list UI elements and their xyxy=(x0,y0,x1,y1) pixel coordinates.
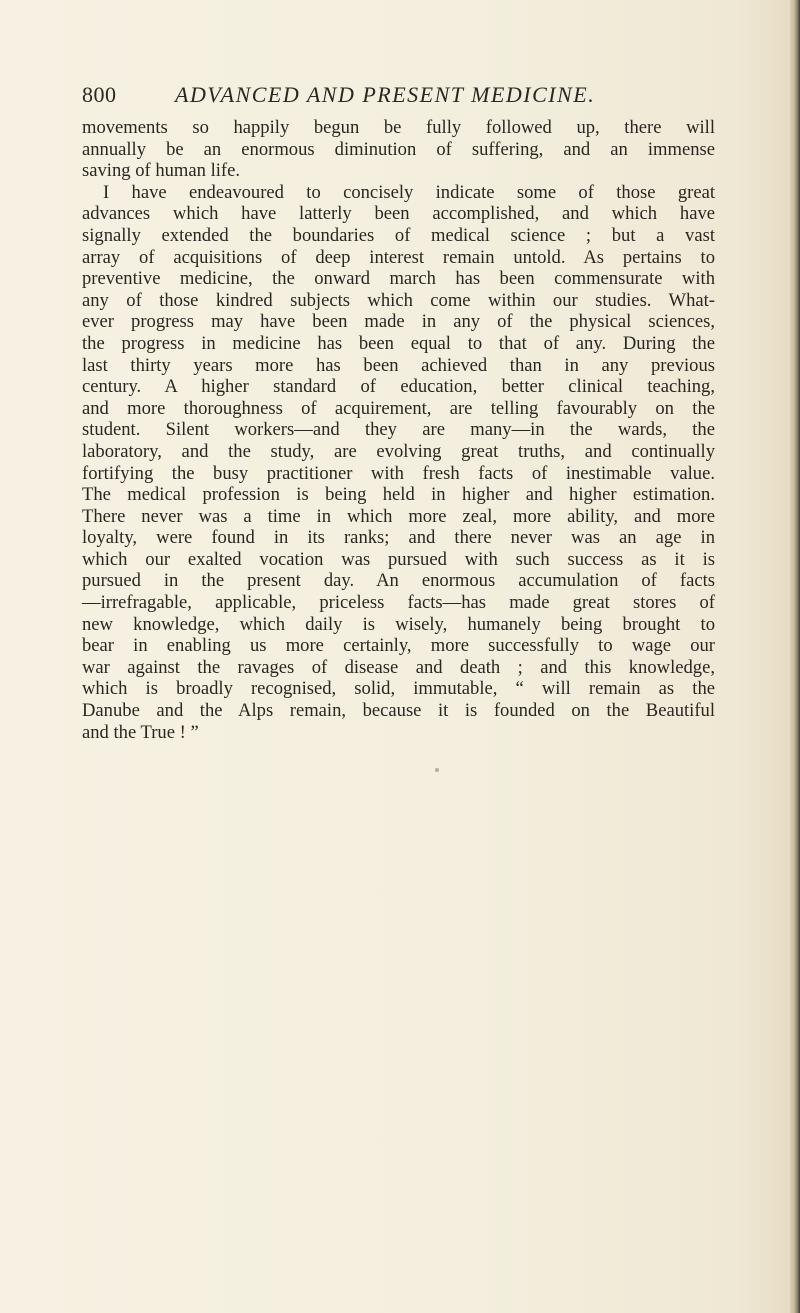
text-line: pursued in the present day. An enormous accumulation of facts xyxy=(82,570,715,592)
text-line: ever progress may have been made in any of the physical sciences, xyxy=(82,311,715,333)
text-line: bear in enabling us more certainly, more successfully to wage our xyxy=(82,635,715,657)
text-line: any of those kindred subjects which come within our studies. What- xyxy=(82,289,715,311)
page-number: 800 xyxy=(82,82,117,107)
text-line: laboratory, and the study, are evolving great truths, and continually xyxy=(82,440,715,462)
text-line: which our exalted vocation was pursued with such success as it is xyxy=(82,548,715,570)
page-edge-shadow xyxy=(790,0,800,1313)
text-line: which is broadly recognised, solid, immutable, “ will remain as the xyxy=(82,678,715,700)
text-line: and more thoroughness of acquirement, are telling favourably on the xyxy=(82,397,715,419)
text-line: advances which have latterly been accomplished, and which have xyxy=(82,203,715,225)
text-line: signally extended the boundaries of medical science ; but a vast xyxy=(82,224,715,246)
text-line: war against the ravages of disease and death ; and this knowledge, xyxy=(82,656,715,678)
text-line: last thirty years more has been achieved than in any previous xyxy=(82,354,715,376)
text-line: the progress in medicine has been equal to that of any. During the xyxy=(82,332,715,354)
text-line: annually be an enormous diminution of suffering, and an immense xyxy=(82,138,715,160)
text-line: new knowledge, which daily is wisely, humanely being brought to xyxy=(82,613,715,635)
text-line: Danube and the Alps remain, because it is founded on the Beautiful xyxy=(82,700,715,722)
text-line: preventive medicine, the onward march has been commensurate with xyxy=(82,268,715,290)
text-line: student. Silent workers—and they are many—in the wards, the xyxy=(82,419,715,441)
page-header xyxy=(82,82,702,112)
text-line: array of acquisitions of deep interest remain untold. As pertains to xyxy=(82,246,715,268)
running-head: ADVANCED AND PRESENT MEDICINE. xyxy=(175,82,596,107)
text-line: movements so happily begun be fully followed up, there will xyxy=(82,117,715,138)
text-line: loyalty, were found in its ranks; and there never was an age in xyxy=(82,527,715,549)
text-line: fortifying the busy practitioner with fresh facts of inestimable value. xyxy=(82,462,715,484)
text-line: century. A higher standard of education, better clinical teaching, xyxy=(82,376,715,398)
text-line: and the True ! ” xyxy=(82,721,199,743)
text-line: There never was a time in which more zeal, more ability, and more xyxy=(82,505,715,527)
text-line: saving of human life. xyxy=(82,160,241,182)
text-line: I have endeavoured to concisely indicate some of those great xyxy=(103,181,715,203)
text-line: —irrefragable, applicable, priceless facts—has made great stores of xyxy=(82,592,715,614)
text-line: The medical profession is being held in higher and higher estimation. xyxy=(82,484,715,506)
paper-speck xyxy=(435,768,439,772)
body-text xyxy=(82,117,715,743)
